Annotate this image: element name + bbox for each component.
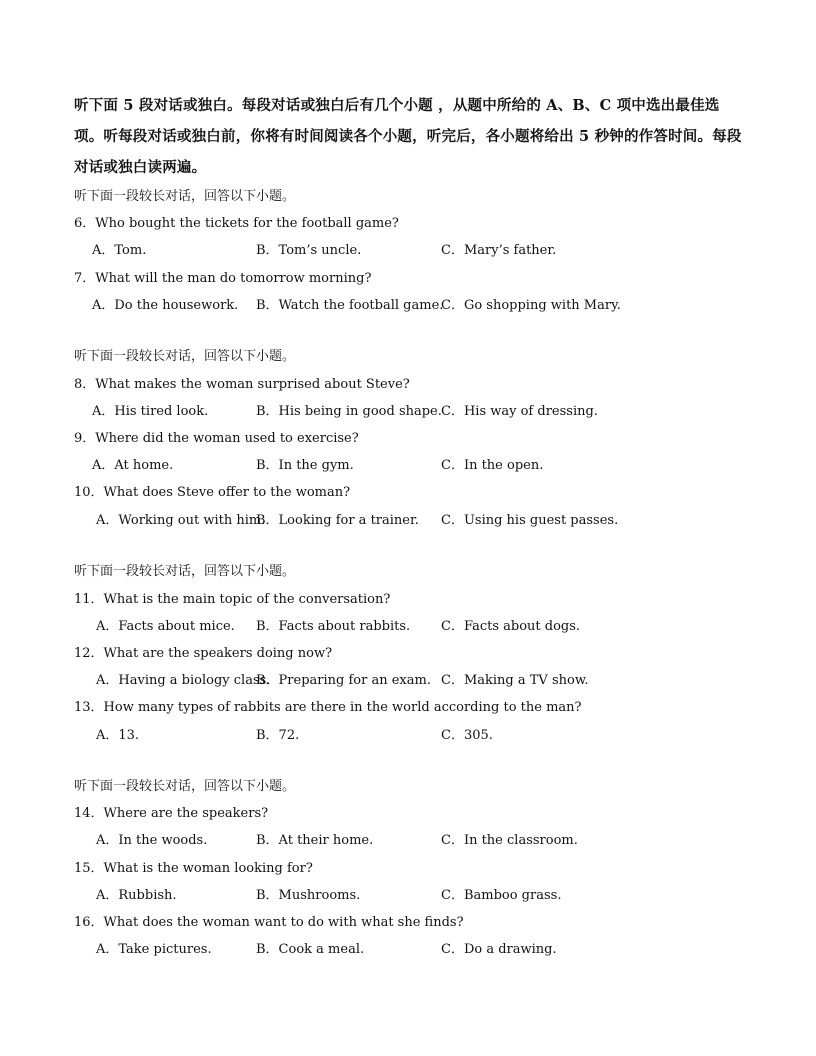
question-9-option-c[interactable]: C．In the open. <box>441 458 544 473</box>
question-6-stem: 6．Who bought the tickets for the football game? <box>74 216 399 231</box>
question-7-stem: 7．What will the man do tomorrow morning? <box>74 271 372 286</box>
question-8-option-b[interactable]: B．His being in good shape. <box>256 404 442 419</box>
question-12-stem: 12．What are the speakers doing now? <box>74 646 333 661</box>
question-14-option-b[interactable]: B．At their home. <box>256 833 374 848</box>
question-13-option-a[interactable]: A．13. <box>96 728 140 743</box>
question-14-option-c[interactable]: C．In the classroom. <box>441 833 578 848</box>
question-8-stem: 8．What makes the woman surprised about Steve? <box>74 377 410 392</box>
question-16-option-c[interactable]: C．Do a drawing. <box>441 942 557 957</box>
question-13-option-b[interactable]: B．72. <box>256 728 300 743</box>
question-11-option-a[interactable]: A．Facts about mice. <box>96 619 235 634</box>
question-10-stem: 10．What does Steve offer to the woman? <box>74 485 351 500</box>
question-7-option-b[interactable]: B．Watch the football game. <box>256 298 444 313</box>
question-8-option-c[interactable]: C．His way of dressing. <box>441 404 598 419</box>
question-15-option-b[interactable]: B．Mushrooms. <box>256 888 361 903</box>
question-9-stem: 9．Where did the woman used to exercise? <box>74 431 359 446</box>
question-14-option-a[interactable]: A．In the woods. <box>96 833 208 848</box>
question-6-option-b[interactable]: B．Tom’s uncle. <box>256 243 362 258</box>
question-6-option-c[interactable]: C．Mary’s father. <box>441 243 557 258</box>
section-instructions: 听下面 5 段对话或独白。每段对话或独白后有几个小题 ，从题中所给的 A、B、C 项中选出最佳选项。听每段对话或独白前，你将有时间阅读各个小题，听完后，各小题将给出 5 秒钟的作答时间。每段对话或独白读两遍。 <box>74 97 742 176</box>
question-10-option-c[interactable]: C．Using his guest passes. <box>441 513 619 528</box>
question-10-option-b[interactable]: B．Looking for a trainer. <box>256 513 419 528</box>
section-heading: 听下面一段较长对话，回答以下小题。 <box>74 189 296 204</box>
question-11-option-c[interactable]: C．Facts about dogs. <box>441 619 581 634</box>
question-13-stem: 13．How many types of rabbits are there in the world according to the man? <box>74 700 582 715</box>
question-12-option-c[interactable]: C．Making a TV show. <box>441 673 589 688</box>
question-15-option-a[interactable]: A．Rubbish. <box>96 888 177 903</box>
question-7-option-c[interactable]: C．Go shopping with Mary. <box>441 298 621 313</box>
question-15-option-c[interactable]: C．Bamboo grass. <box>441 888 562 903</box>
question-13-option-c[interactable]: C．305. <box>441 728 493 743</box>
question-7-option-a[interactable]: A．Do the housework. <box>92 298 239 313</box>
question-12-option-b[interactable]: B．Preparing for an exam. <box>256 673 431 688</box>
question-14-stem: 14．Where are the speakers? <box>74 806 269 821</box>
question-6-option-a[interactable]: A．Tom. <box>92 243 147 258</box>
section-heading: 听下面一段较长对话，回答以下小题。 <box>74 349 296 364</box>
question-11-stem: 11．What is the main topic of the conversation? <box>74 592 391 607</box>
question-9-option-a[interactable]: A．At home. <box>92 458 174 473</box>
question-10-option-a[interactable]: A．Working out with him. <box>96 513 266 528</box>
question-9-option-b[interactable]: B．In the gym. <box>256 458 354 473</box>
question-8-option-a[interactable]: A．His tired look. <box>92 404 209 419</box>
question-16-option-b[interactable]: B．Cook a meal. <box>256 942 365 957</box>
section-heading: 听下面一段较长对话，回答以下小题。 <box>74 779 296 794</box>
question-11-option-b[interactable]: B．Facts about rabbits. <box>256 619 411 634</box>
question-12-option-a[interactable]: A．Having a biology class. <box>96 673 271 688</box>
question-16-option-a[interactable]: A．Take pictures. <box>96 942 212 957</box>
question-16-stem: 16．What does the woman want to do with what she finds? <box>74 915 464 930</box>
question-15-stem: 15．What is the woman looking for? <box>74 861 313 876</box>
section-heading: 听下面一段较长对话，回答以下小题。 <box>74 564 296 579</box>
